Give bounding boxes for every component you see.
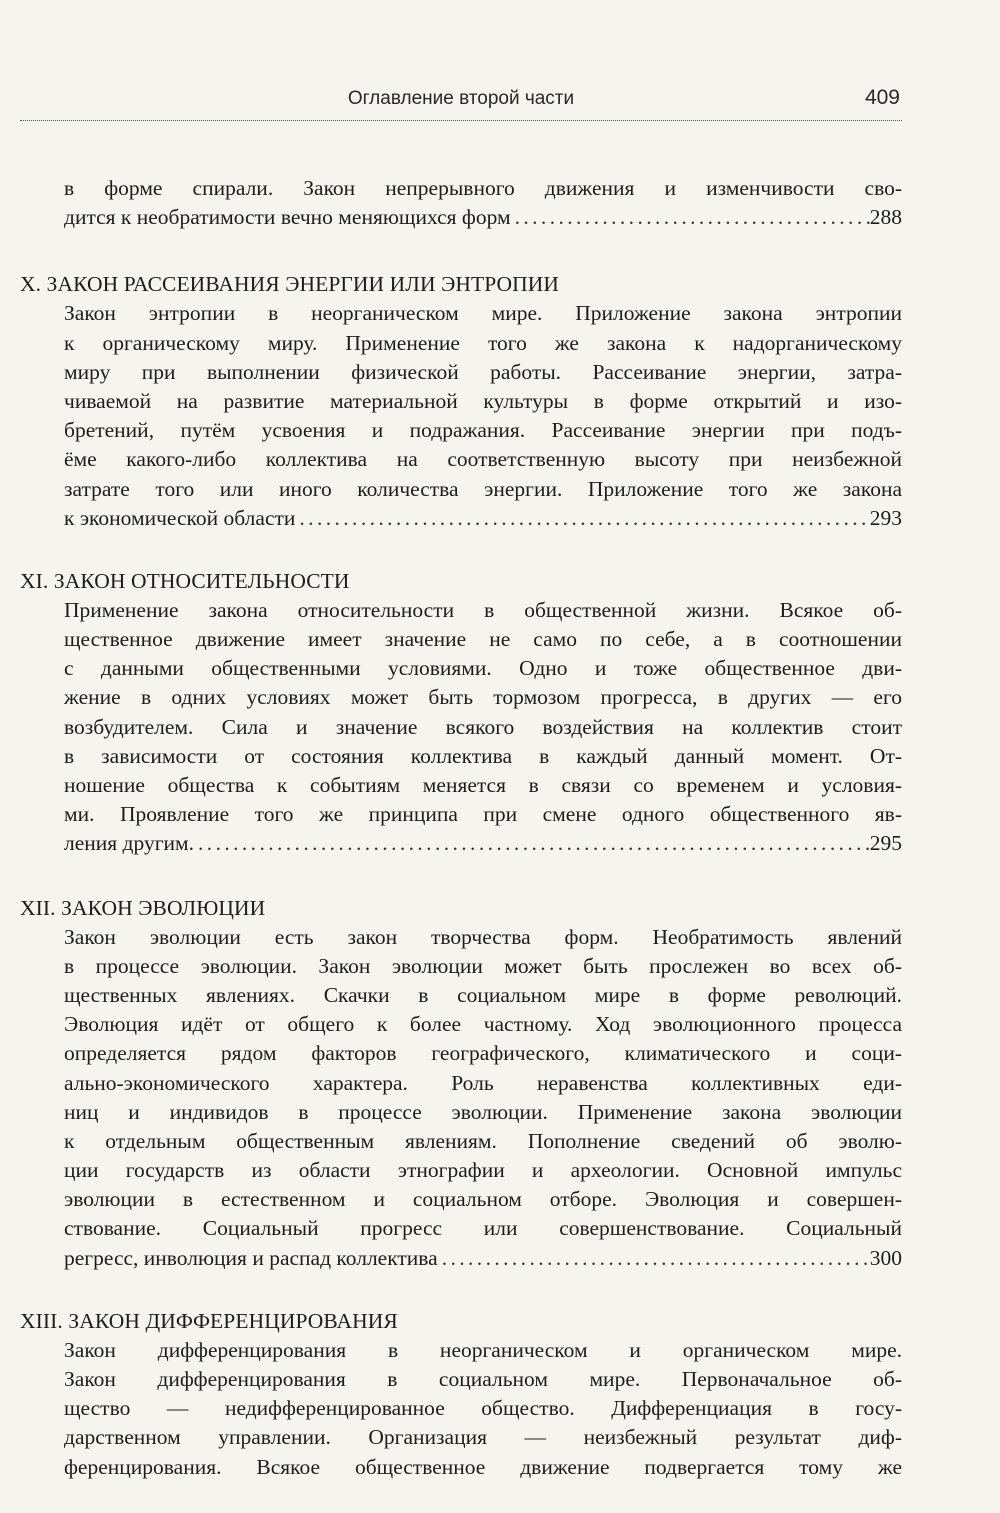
summary-line: Закон энтропии в неорганическом мире. Приложение закона энтропии [64,301,902,326]
summary-line: щество — недифференцированное общество. Дифференциация в госу- [64,1396,902,1421]
summary-line: с данными общественными условиями. Одно и тоже общественное дви- [64,656,902,681]
summary-line: Закон эволюции есть закон творчества форм. Необратимость явлений [64,924,902,949]
summary-line: бретений, путём усвоения и подражания. Рассеивание энергии при подъ- [64,418,902,443]
summary-line-text: к экономической области [64,505,296,530]
toc-entry [20,174,902,232]
summary-line: Применение закона относительности в общественной жизни. Всякое об- [64,597,902,622]
summary-line: жение в одних условиях может быть тормозом прогресса, в других — его [64,685,902,710]
dot-leader [511,203,870,232]
summary-line: возбудителем. Сила и значение всякого воздействия на коллектив стоит [64,714,902,739]
summary-line: в зависимости от состояния коллектива в каждый данный момент. От- [64,743,902,768]
summary-last-line [64,504,902,533]
dot-leader [194,829,870,858]
summary-line: к отдельным общественным явлениям. Пополнение сведений об эволю- [64,1128,902,1153]
entry-page-number: 295 [869,831,902,856]
summary-line: ниц и индивидов в процессе эволюции. Применение закона эволюции [64,1099,902,1124]
chapter-title: XI. ЗАКОН ОТНОСИТЕЛЬНОСТИ [20,568,350,593]
table-of-contents [20,140,902,1482]
page-number: 409 [864,86,900,109]
dot-leader [438,1244,870,1273]
summary-line: определяется рядом факторов географического, климатического и соци- [64,1041,902,1066]
summary-line: ношение общества к событиям меняется в связи со временем и условия- [64,773,902,797]
summary-line: в форме спирали. Закон непрерывного движения и изменчивости сво- [64,176,902,200]
chapter-title: X. ЗАКОН РАССЕИВАНИЯ ЭНЕРГИИ ИЛИ ЭНТРОПИИ [20,272,560,297]
summary-line: щественное движение имеет значение не само по себе, а в соотношении [64,627,902,652]
entry-summary [20,596,902,859]
entry-page-number: 288 [869,205,902,230]
toc-entry [20,270,902,533]
summary-line: ции государств из области этнографии и археологии. Основной импульс [64,1158,902,1183]
summary-last-line [64,1244,902,1273]
entry-page-number: 300 [869,1245,902,1270]
summary-line: щественных явлениях. Скачки в социальном мире в форме революций. [64,982,902,1007]
entry-summary [20,1336,902,1482]
entry-summary [20,299,902,533]
summary-line: в процессе эволюции. Закон эволюции может быть прослежен во всех об- [64,953,902,978]
running-title: Оглавление второй части [347,88,575,109]
summary-last-line [64,203,902,232]
toc-entry [20,567,902,859]
summary-line: ми. Проявление того же принципа при смене одного общественного яв- [64,802,902,827]
summary-line-text: регресс, инволюция и распад коллектива [64,1245,438,1270]
summary-line: Закон дифференцирования в неорганическом и органическом мире. [64,1337,902,1362]
summary-line: к органическому миру. Применение того же закона к надорганическому [64,330,902,355]
summary-line-text: дится к необратимости вечно меняющихся форм [64,205,511,230]
summary-line: Закон дифференцирования в социальном мире. Первоначальное об- [64,1367,902,1391]
summary-line: ально-экономического характера. Роль неравенства коллективных еди- [64,1070,902,1095]
summary-line: чиваемой на развитие материальной культуры в форме открытий и изо- [64,388,902,413]
entry-page-number: 293 [869,505,902,530]
chapter-title: XIII. ЗАКОН ДИФФЕРЕНЦИРОВАНИЯ [20,1308,398,1333]
summary-line: дарственном управлении. Организация — неизбежный результат диф- [64,1425,902,1450]
summary-line: миру при выполнении физической работы. Рассеивание энергии, затра- [64,359,902,384]
summary-line: ствование. Социальный прогресс или совершенствование. Социальный [64,1216,902,1241]
summary-line: ференцирования. Всякое общественное движение подвергается тому же [64,1454,902,1479]
summary-line-text: ления другим. [64,831,195,856]
entry-summary [20,174,902,232]
toc-entry [20,1307,902,1482]
chapter-title: XII. ЗАКОН ЭВОЛЮЦИИ [20,895,266,920]
summary-line: затрате того или иного количества энергии. Приложение того же закона [64,476,902,501]
summary-last-line [64,829,902,858]
summary-line: ёме какого-либо коллектива на соответственную высоту при неизбежной [64,447,902,472]
dot-leader [295,504,869,533]
entry-summary [20,923,902,1273]
running-head [20,86,902,121]
toc-entry [20,894,902,1273]
summary-line: Эволюция идёт от общего к более частному. Ход эволюционного процесса [64,1012,902,1037]
summary-line: эволюции в естественном и социальном отборе. Эволюция и совершен- [64,1187,902,1212]
